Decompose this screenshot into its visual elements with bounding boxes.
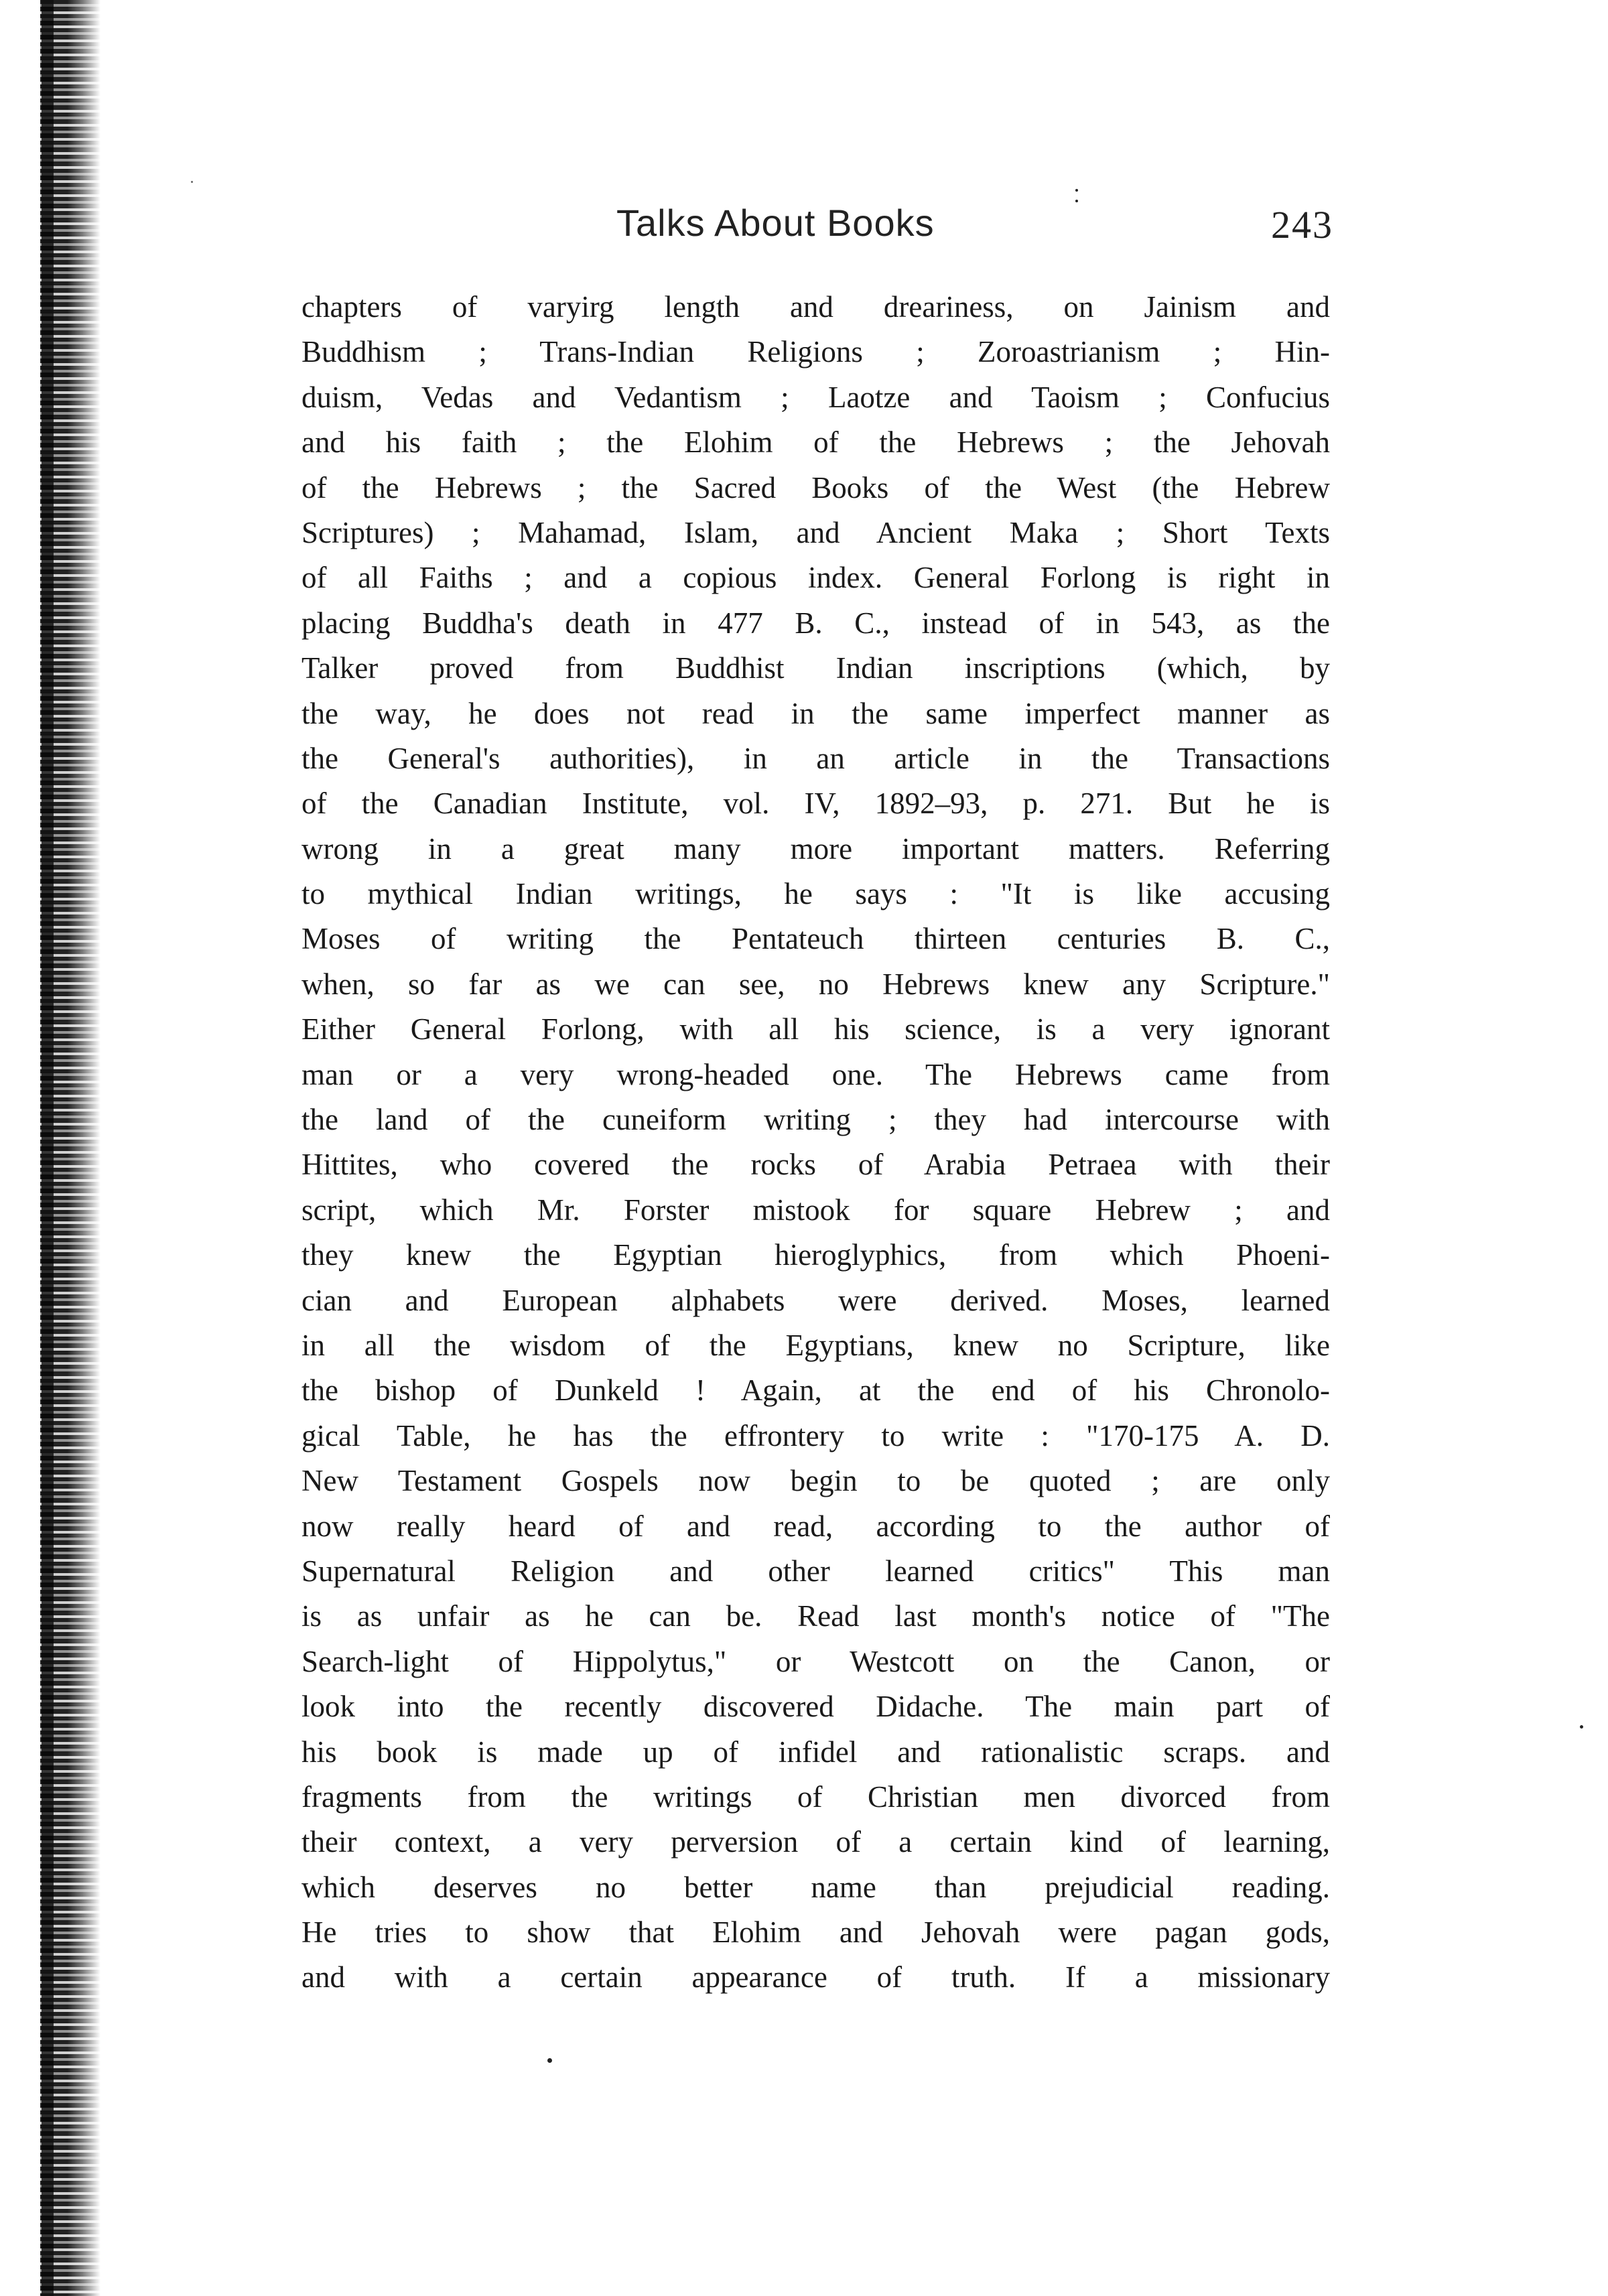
text-line: the General's authorities), in an article in the Transactions bbox=[302, 741, 1330, 775]
text-line: placing Buddha's death in 477 B. C., instead of in 543, as the bbox=[302, 606, 1330, 640]
text-line: now really heard of and read, according to the author of bbox=[302, 1509, 1330, 1543]
text-line: of all Faiths ; and a copious index. General Forlong is right in bbox=[302, 561, 1330, 595]
text-line: of the Hebrews ; the Sacred Books of the West (the Hebrew bbox=[302, 470, 1330, 504]
text-line: Either General Forlong, with all his science, is a very ignorant bbox=[302, 1012, 1330, 1046]
scan-speck bbox=[547, 2058, 552, 2063]
running-title: Talks About Books bbox=[616, 202, 935, 244]
text-line: Hittites, who covered the rocks of Arabia Petraea with their bbox=[302, 1148, 1330, 1182]
text-line: his book is made up of infidel and rationalistic scraps. and bbox=[302, 1735, 1330, 1769]
text-line: New Testament Gospels now begin to be quoted ; are only bbox=[302, 1464, 1330, 1498]
text-line: of the Canadian Institute, vol. IV, 1892–93, p. 271. But he is bbox=[302, 787, 1330, 821]
text-line: the way, he does not read in the same imperfect manner as bbox=[302, 696, 1330, 730]
scan-speck bbox=[1075, 189, 1078, 192]
text-line: Search-light of Hippolytus," or Westcott on the Canon, or bbox=[302, 1644, 1330, 1678]
text-line: wrong in a great many more important matters. Referring bbox=[302, 831, 1330, 866]
text-line: and his faith ; the Elohim of the Hebrews ; the Jehovah bbox=[302, 425, 1330, 460]
text-line: their context, a very perversion of a certain kind of learning, bbox=[302, 1825, 1330, 1859]
text-line: the land of the cuneiform writing ; they had intercourse with bbox=[302, 1103, 1330, 1137]
text-line: they knew the Egyptian hieroglyphics, from which Phoeni- bbox=[302, 1238, 1330, 1272]
text-line: to mythical Indian writings, he says : "It is like accusing bbox=[302, 877, 1330, 911]
text-line: when, so far as we can see, no Hebrews knew any Scripture." bbox=[302, 967, 1330, 1001]
running-head bbox=[295, 201, 1340, 261]
text-line: He tries to show that Elohim and Jehovah were pagan gods, bbox=[302, 1915, 1330, 1950]
text-line: look into the recently discovered Didache. The main part of bbox=[302, 1690, 1330, 1724]
text-line: Supernatural Religion and other learned critics" This man bbox=[302, 1554, 1330, 1588]
text-line: fragments from the writings of Christian men divorced from bbox=[302, 1779, 1330, 1814]
text-line: Moses of writing the Pentateuch thirteen centuries B. C., bbox=[302, 922, 1330, 956]
text-line: script, which Mr. Forster mistook for square Hebrew ; and bbox=[302, 1193, 1330, 1227]
text-line: in all the wisdom of the Egyptians, knew no Scripture, like bbox=[302, 1328, 1330, 1362]
text-line: chapters of varyirg length and dreariness, on Jainism and bbox=[302, 290, 1330, 324]
text-line: and with a certain appearance of truth. If a missionary bbox=[302, 1960, 1330, 1995]
text-line: duism, Vedas and Vedantism ; Laotze and Taoism ; Confucius bbox=[302, 380, 1330, 414]
body-text bbox=[302, 285, 1330, 2001]
scan-speck bbox=[191, 181, 193, 183]
text-line: man or a very wrong-headed one. The Hebrews came from bbox=[302, 1057, 1330, 1091]
text-line: Buddhism ; Trans-Indian Religions ; Zoroastrianism ; Hin- bbox=[302, 335, 1330, 369]
text-line: Scriptures) ; Mahamad, Islam, and Ancient Maka ; Short Texts bbox=[302, 515, 1330, 549]
scan-gutter-shadow bbox=[40, 0, 100, 2296]
text-line: which deserves no better name than prejudicial reading. bbox=[302, 1870, 1330, 1904]
page-number: 243 bbox=[1271, 203, 1333, 247]
text-line: cian and European alphabets were derived. Moses, learned bbox=[302, 1283, 1330, 1317]
text-line: the bishop of Dunkeld ! Again, at the end of his Chronolo- bbox=[302, 1373, 1330, 1408]
text-line: gical Table, he has the effrontery to write : "170-175 A. D. bbox=[302, 1418, 1330, 1453]
scan-speck bbox=[1580, 1725, 1583, 1729]
text-line: is as unfair as he can be. Read last month's notice of "The bbox=[302, 1599, 1330, 1633]
text-line: Talker proved from Buddhist Indian inscriptions (which, by bbox=[302, 651, 1330, 685]
